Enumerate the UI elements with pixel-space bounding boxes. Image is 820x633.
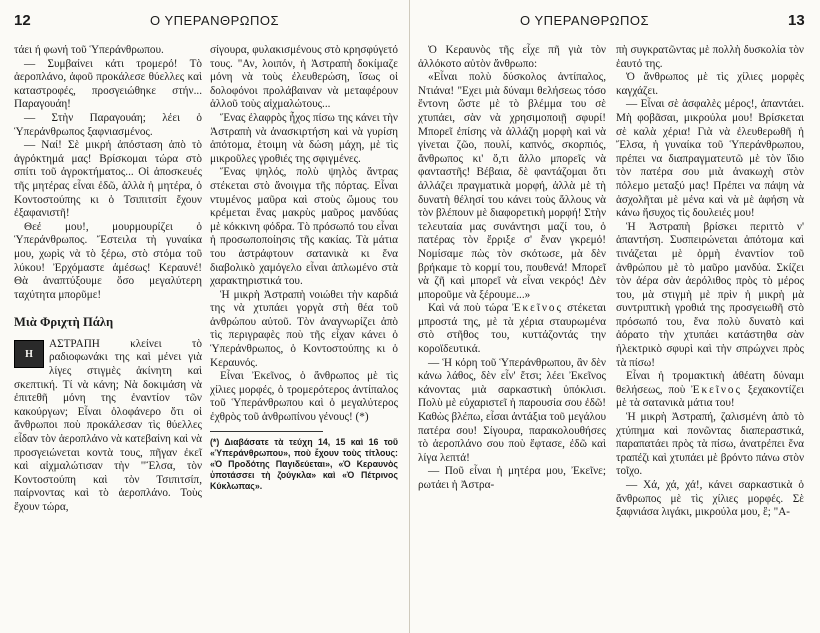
paragraph: — Συμβαίνει κάτι τρομερό! Τὸ ἀεροπλάνο, ἀφοῦ προκάλεσε θύελλες καὶ καταστροφές, προσγειώθηκε στήν... Παραγουάη!	[14, 57, 202, 111]
paragraph: Ἡ Ἀστραπὴ βρίσκει περιττὸ ν' ἀπαντήση. Συσπειρώνεται ἀπότομα καὶ τινάζεται μὲ ὁρμὴ ἐναντίον τοῦ ἀνθρώπου μὲ τὸ μαῦρο μανδύα. Σκίζει τὸν ἀέρα σὰν ἀερόλιθος πρὸς τὸ μέρος του, μὰ στιγμὴ μὲ πρὶν ἡ μικρὴ μὰ συντριπτικὴ γροθιά της προσγειωθῆ στὸ πρόσωπό του, ἕνα πολὺ δυνατὸ καὶ ἀόρατο τὴν χτυπάει κατάστηθα σὰν ἠλεκτρικὸ σφυρὶ καὶ τὴν σπρώχνει πρὸς τὰ πίσω!	[616, 220, 804, 369]
left-page-header	[0, 12, 410, 32]
footnote-divider	[210, 431, 323, 432]
paragraph: — Ἡ κόρη τοῦ Ὑπεράνθρωπου, ἂν δὲν κάνω λάθος, δὲν εἶν' ἔτσι; λέει Ἐκεῖνος κάνοντας μιὰ σαρκαστικὴ ὑπόκλισι. Πολὺ μὲ εὐχαριστεῖ ἡ παρουσία σου ἐδῶ! Καθὼς βλέπω, εἶσαι ἀντάξια τοῦ μεγάλου πατέρα σου! Σίγουρα, παρακολουθήσες τὸ ἀεροπλάνο σου ποὺ ἔφτασε, ἐδῶ καὶ λίγα λεπτά!	[418, 356, 606, 464]
column-2	[210, 44, 398, 492]
paragraph-text: Καὶ νά ποὺ τώρα	[428, 302, 508, 315]
paragraph-text: ΑΣΤΡΑΠΗ κλείνει τὸ ραδιοφωνάκι της καὶ μένει γιὰ λίγες στιγμὲς ἀκίνητη καὶ σκεπτική. Τί νὰ κάνη; Νὰ δοκιμάση νὰ ἐπιτεθῆ μόνη της ἐναντίον τῶν κακούργων; Εἶναι ὁλοφάνερο ὅτι οἱ ἄνθρωποι ποὺ προκάλεσαν τὶς θύελλες εἶδαν τὸν ἀεροπλάνο νὰ κατεβαίνη καὶ νὰ προσγειώνεται κοντὰ τους, πῆγαν ἐκεῖ καὶ αἰχμαλώτισαν τὴν "Ἔλσα, τὸν Κοντοστούπη καὶ τὸν Τσιπιτσίπ, παίρνοντας καὶ τὸ ἀεροπλάνο. Τοὺς ἔχουν τώρα,	[14, 337, 202, 513]
paragraph: Εἶναι Ἐκεῖνος, ὁ ἄνθρωπος μὲ τὶς χίλιες μορφές, ὁ τρομερότερος ἀντίπαλος τοῦ Ὑπεράνθρωπου καὶ ὁ μεγαλύτερος ἐχθρὸς τοῦ ἀνθρωπίνου γένους! (*)	[210, 370, 398, 424]
paragraph: Ἡ μικρὴ Ἀστραπή, ζαλισμένη ἀπὸ τὸ χτύπημα καὶ πονῶντας διαπεραστικά, παραπατάει πρὸς τὰ πίσω, ἀνατρέπει ἕνα τραπέζι καὶ χτυπάει μὲ βρόντο πάνω στὸν τοῖχο.	[616, 411, 804, 478]
paragraph: Ὁ Κεραυνὸς τῆς εἶχε πῆ γιὰ τὸν ἀλλόκοτο αὐτὸν ἄνθρωπο:	[418, 44, 606, 70]
right-page	[410, 0, 820, 633]
column-4	[616, 44, 804, 520]
paragraph	[616, 370, 804, 411]
paragraph: Θεέ μου!, μουρμουρίζει ὁ Ὑπεράνθρωπος. Ἔστειλα τὴ γυναίκα μου, χωρὶς νὰ τὸ ξέρω, στὸ στόμα τοῦ λύκου! Ἐρχόμαστε ἀμέσως! Κεραυνέ! Θὰ ἀναπτύξουμε ὅσο μεγαλύτερη ταχύτητα μπορῦμε!	[14, 220, 202, 301]
column-3	[418, 44, 606, 493]
left-running-title: Ο ΥΠΕΡΑΝΘΡΩΠΟΣ	[150, 13, 280, 28]
paragraph: Ἕνας ψηλός, πολὺ ψηλὸς ἄντρας στέκεται στὸ ἄνοιγμα τῆς πόρτας. Εἶναι ντυμένος μαῦρα καὶ στοὺς ὤμους του κρέμεται ἕνας μακρὺς μαῦρος μανδύας μὲ κόκκινη φόδρα. Τὸ πρόσωπό του εἶναι ἡ προσωποποίησις τῆς κακίας. Τὰ μάτια του ἀστράφτουν σατανικὰ κι ἕνα διαβολικὸ χαμόγελο εἶναι ἁπλωμένο στὰ χαρακτηριστικά του.	[210, 166, 398, 288]
footnote: (*) Διαβάσατε τὰ τεύχη 14, 15 καὶ 16 τοῦ «Ὑπεράνθρωπου», ποὺ ἔχουν τοὺς τίτλους: «Ὁ Προδότης Παγιδεύεται», «Ὁ Κεραυνὸς ὑποτάσσει τὴ ζούγκλα» καὶ «Ὁ Πέτρινος Κύκλωπας».	[210, 436, 398, 491]
section-heading: Μιὰ Φριχτὴ Πάλη	[14, 315, 114, 330]
drop-cap-letter: Η	[14, 340, 44, 368]
right-page-header	[410, 12, 820, 32]
villain-name: Ἐκεῖνος	[512, 302, 563, 315]
paragraph: — Εἶναι σὲ ἀσφαλὲς μέρος!, ἀπαντάει. Μὴ φοβᾶσαι, μικρούλα μου! Βρίσκεται σὲ καλὰ χέρια! Γιὰ νὰ ἐλευθερωθῆ ἡ Ἔλσα, ἡ γυναίκα τοῦ Ὑπεράνθρωπου, πρέπει να διαπραγματευτῶ μὲ τὸν ἴδιο τὸν πατέρα σου μιὰ ἀνακωχὴ στὸν πόλεμο μεταξύ μας! Πρέπει να πάψη νὰ ἀσχολῆται μὲ μένα καὶ νὰ μὲ ἀφήση νὰ κάνω ἥσυχος τὶς δουλειές μου!	[616, 98, 804, 220]
paragraph: — Ποῦ εἶναι ἡ μητέρα μου, Ἐκεῖνε; ρωτάει ἡ Ἀστρα-	[418, 465, 606, 491]
paragraph-text: στέκεται μπροστά της, μὲ τὰ χέρια σταυρωμένα στὸ στῆθος του, κυττάζοντάς την κοροϊδευτικά.	[418, 302, 607, 356]
paragraph: — Ναί! Σὲ μικρή ἀπόσταση ἀπὸ τὸ ἀγρόκτημά μας! Βρίσκομαι τώρα στὸ σπίτι τοῦ ἀγροκτήματος... Οἱ ἀποσκευές τῆς μητέρας εἶναι ἐδῶ, ἀλλὰ ἡ μητέρα, ὁ Κοντοστούπης κι ὁ Τσιπιτσίπ ἔχουν ἐξαφανιστῆ!	[14, 139, 202, 220]
right-running-title: Ο ΥΠΕΡΑΝΘΡΩΠΟΣ	[520, 13, 650, 28]
paragraph	[14, 338, 202, 515]
paragraph: «Εἶναι πολὺ δύσκολος ἀντίπαλος, Ντιάνα! "Εχει μιὰ δύναμι θελήσεως τόσο ἔντονη ὥστε μὲ τὸ βλέμμα του σὲ χτυπάει, σὰν νὰ χρησιμοποιῇ σφυρί! Μπορεῖ ἐπίσης νὰ ἀλλάζη μορφὴ καὶ νὰ γίνεται ζῶο, πουλί, καπνός, σκορπιός, ἄνθρωπος κι' ὅ,τι ἄλλο μπορεῖς νὰ φανταστῆς! Βέβαια, δὲ φαντάζομαι ὅτι ἀλλάζει πραγματικὰ μορφή, ἀλλὰ μὲ τὴ δυνατὴ θέλησί του κάνει τοὺς ἄλλους νὰ τὸν βλέπουν μὲ διαφορετικὴ μορφή! Στὴν τελευταία μας συνάντησι μαζί του, ὁ πατέρας τὸν ἔρριξε σ' ἕναν γκρεμό! Νομίσαμε πὼς τὸν σκότωσε, μὰ δὲν βρήκαμε τὸ κορμί του, πουθενά! Μπορεῖ νὰ ζῆ καὶ μπορεῖ νὰ εἶναι νεκρός! Δὲν μποροῦμε νὰ ξέρουμε...»	[418, 71, 606, 301]
paragraph-text: Εἶναι ἡ τρομακτικὴ ἀθέατη δύναμι θελήσεως, ποὺ	[616, 370, 804, 396]
paragraph: Ἕνας ἐλαφρὸς ἦχος πίσω της κάνει τὴν Ἀστραπὴ νὰ ἀνασκιρτήση καὶ νὰ γυρίση ἀπότομα, ἑτοιμη νὰ δώση μάχη, μὲ τὶς μικροῦλες γροθιές της σφιγμένες.	[210, 111, 398, 165]
paragraph: Ἡ μικρὴ Ἀστραπὴ νοιώθει τὴν καρδιά της νὰ χτυπάει γοργὰ στὴ θέα τοῦ ἀνθρώπου αὐτοῦ. Τὸν ἀναγνωρίζει ἀπὸ τὶς περιγραφὲς ποὺ τῆς εἶχαν κάνει ὁ Ὑπεράνθρωπος, ὁ Κοντοστούπης κι ὁ Κεραυνός.	[210, 288, 398, 369]
paragraph: — Χά, χά, χά!, κάνει σαρκαστικὰ ὁ ἄνθρωπος μὲ τὶς χίλιες μορφές. Σὲ ξαφνιάσα λιγάκι, μικρούλα μου, ἒ; "Α-	[616, 479, 804, 519]
paragraph: σίγουρα, φυλακισμένους στὸ κρησφύγετό τους. "Αν, λοιπόν, ἡ Ἀστραπὴ δοκίμαζε μόνη νὰ τοὺς ἐλευθερώση, ἴσως οἱ δολοφόνοι προλάβαιναν νὰ μεταφέρουν ἀλλοῦ τοὺς αἰχμαλώτους...	[210, 44, 398, 111]
paragraph: πὴ συγκρατῶντας μὲ πολλὴ δυσκολία τὸν ἑαυτό της.	[616, 44, 804, 70]
paragraph	[418, 302, 606, 356]
right-page-number: 13	[788, 12, 805, 29]
paragraph-text: ξεχακοντίζει μὲ τὰ σατανικὰ μάτια του!	[616, 383, 805, 410]
paragraph: Ὁ ἄνθρωπος μὲ τὶς χίλιες μορφὲς καγχάζει.	[616, 71, 804, 97]
left-page-number: 12	[14, 12, 31, 29]
villain-name: Ἐκεῖνος	[691, 383, 742, 396]
paragraph: τάει ή φωνή τοῦ Ὑπεράνθρωπου.	[14, 44, 164, 56]
column-1	[14, 44, 202, 515]
paragraph: — Στὴν Παραγουάη; λέει ὁ Ὑπεράνθρωπος ξαφνιασμένος.	[14, 111, 202, 138]
